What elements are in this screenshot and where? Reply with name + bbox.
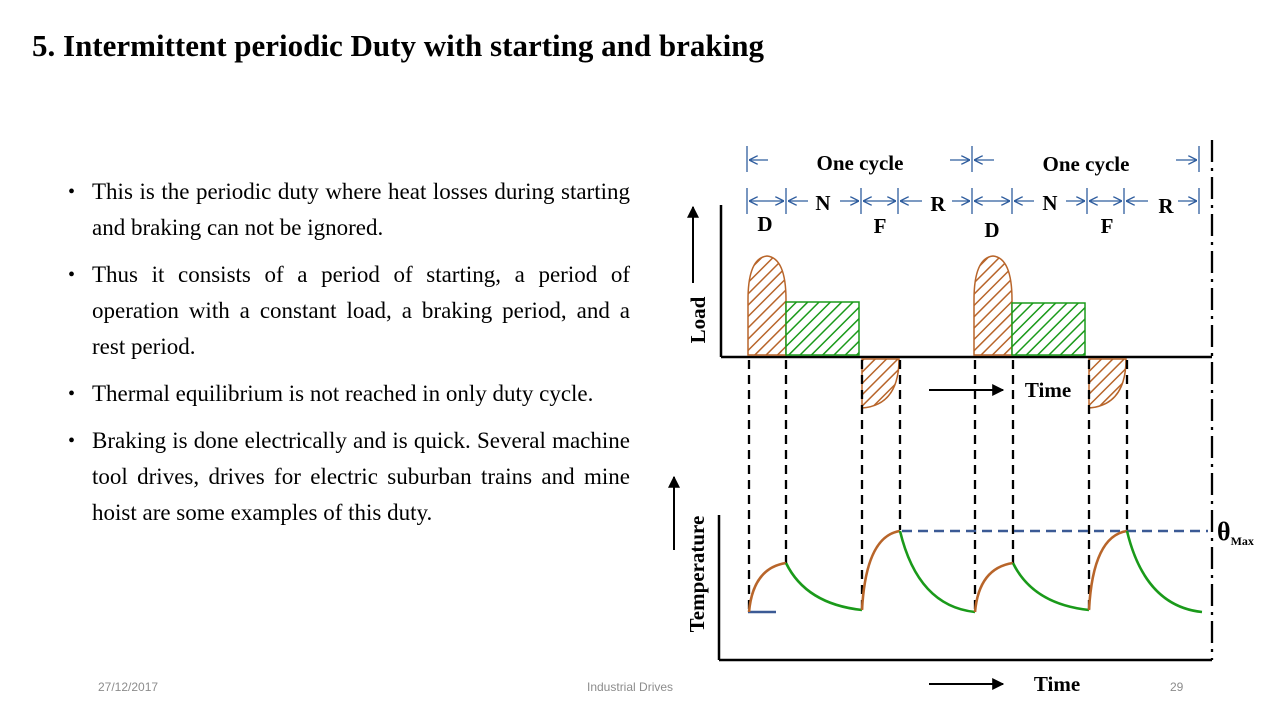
period-label-n: N — [1042, 191, 1058, 215]
period-label-f: F — [1100, 214, 1114, 238]
bullet-symbol: • — [68, 430, 76, 452]
theta-symbol: θ — [1217, 517, 1231, 546]
starting-load-hump — [974, 256, 1012, 355]
temperature-axes — [719, 515, 1212, 660]
running-load-block — [786, 302, 859, 355]
rest-cooling-curve — [1127, 531, 1202, 612]
period-label-d: D — [757, 212, 773, 236]
bullet-text: Thus it consists of a period of starting, a period of operation with a constant load, a braking period, and a rest period. — [92, 262, 630, 359]
temperature-axis-label: Temperature — [685, 515, 709, 633]
starting-load-hump — [748, 256, 786, 355]
braking-heating-curve — [1089, 531, 1127, 610]
bullet-text: This is the periodic duty where heat losses during starting and braking can not be ignored. — [92, 179, 630, 240]
footer-page-number: 29 — [1170, 680, 1184, 694]
running-cooling-curve — [1013, 563, 1089, 610]
load-time-label: Time — [1024, 378, 1072, 402]
braking-heating-curve — [862, 531, 900, 610]
bullet-text: Braking is done electrically and is quick. Several machine tool drives, drives for electric suburban trains and mine hoist are some examples of this duty. — [92, 428, 630, 525]
slide-title: 5. Intermittent periodic Duty with starting and braking — [32, 28, 764, 63]
period-label-f: F — [873, 214, 887, 238]
bullet-symbol: • — [68, 264, 76, 286]
theta-subscript: Max — [1230, 534, 1254, 548]
braking-load-dip — [862, 359, 899, 408]
running-cooling-curve — [786, 563, 862, 610]
period-label-r: R — [1158, 194, 1174, 218]
footer-title: Industrial Drives — [587, 680, 674, 694]
temperature-time-label: Time — [1033, 672, 1081, 696]
theta-max-label — [1217, 517, 1254, 548]
starting-heating-curve — [975, 563, 1013, 612]
bullet-symbol: • — [68, 383, 76, 405]
rest-cooling-curve — [900, 531, 975, 612]
starting-heating-curve — [749, 563, 786, 612]
cycle-label: One cycle — [816, 151, 904, 175]
running-load-block — [1012, 303, 1085, 355]
cycle-label: One cycle — [1042, 152, 1130, 176]
load-axis-label: Load — [686, 296, 710, 344]
footer-date: 27/12/2017 — [98, 680, 159, 694]
bullet-symbol: • — [68, 181, 76, 203]
period-label-n: N — [815, 191, 831, 215]
braking-load-dip — [1089, 359, 1126, 408]
bullet-text: Thermal equilibrium is not reached in only duty cycle. — [92, 381, 594, 406]
period-label-r: R — [930, 192, 946, 216]
period-label-d: D — [984, 218, 1000, 242]
